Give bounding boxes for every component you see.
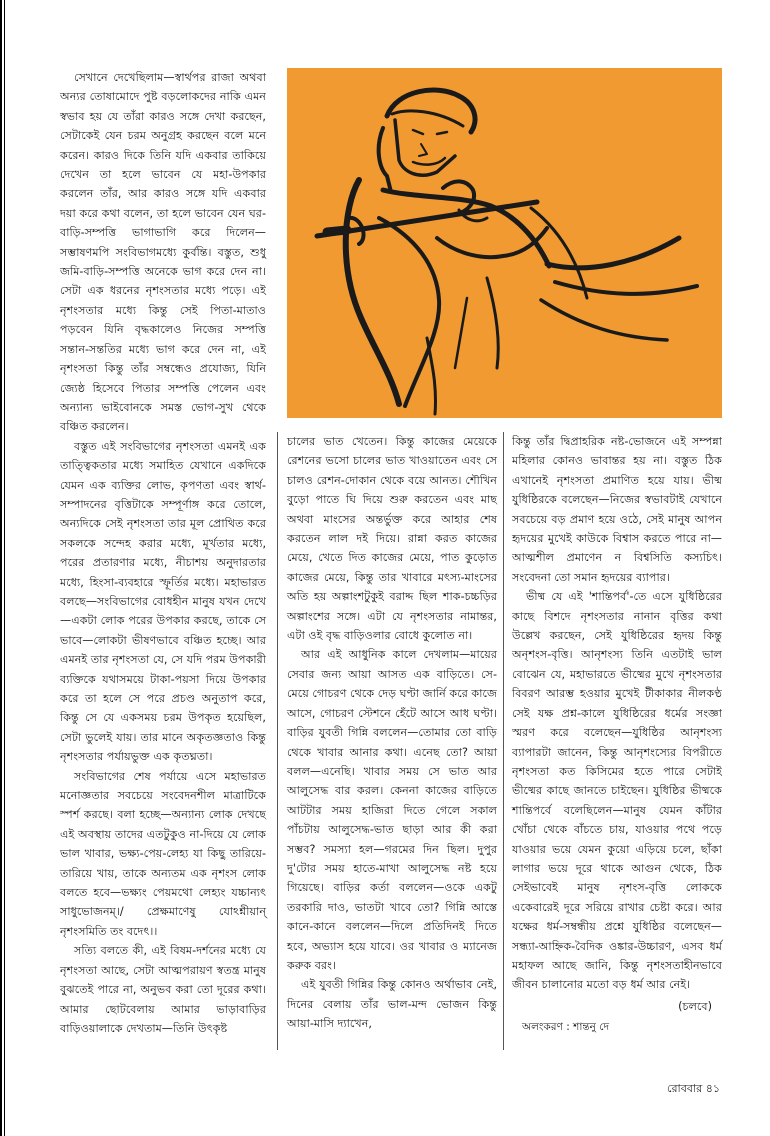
warrior-illustration bbox=[287, 68, 722, 418]
paragraph: সেখানে দেখেছিলাম—স্বার্থপর রাজা অথবা অন্যর তোষামোদে পুষ্ট বড়লোকদের নাকি এমন স্বভাব হয় যে তাঁরা কারও সঙ্গে দেখা করছেন, সেটাকেই যেন চরম অনুগ্রহ করছেন বলে মনে করেন। কারও দিকে তিনি যদি একবার তাকিয়ে দেখেন তা হলে ভাবেন যে মহা-উপকার করলেন তাঁর, আর কারও সঙ্গে যদি একবার দয়া করে কথা বলেন, তা হলে ভাবেন যেন ঘর-বাড়ি-সম্পত্তি ভাগাভাগি করে দিলেন—সম্ভাষণমপি সংবিভাগমধ্যে কুর্বন্তি। বস্তুত, শুধু জমি-বাড়ি-সম্পত্তি অনেকে ভাগ করে দেন না। সেটা এক ধরনের নৃশংসতার মধ্যে পড়ে। এই নৃশংসতার মধ্যে কিন্তু সেই পিতা-মাতাও পড়বেন যিনি বৃদ্ধকালেও নিজের সম্পত্তি সন্তান-সন্ততির মধ্যে ভাগ করে দেন না, এই নৃশংসতা কিন্তু তাঁর সম্বন্ধেও প্রযোজ্য, যিনি জ্যেষ্ঠ হিসেবে পিতার সম্পত্তি পেলেন এবং অন্যান্য ভাইবোনকে সমস্ত ভোগ-সুখ থেকে বঞ্চিত করলেন। bbox=[60, 71, 266, 434]
continued-label: (চলবে) bbox=[678, 999, 712, 1013]
page-footer: রোববার ৪১ bbox=[667, 1082, 720, 1095]
binding-edge-thin bbox=[4, 0, 5, 1136]
warrior-with-sword-icon bbox=[287, 68, 722, 418]
paragraph: বস্তুত এই সংবিভাগের নৃশংসতা এমনই এক তাত্ত্বিকতার মধ্যে সমাহিত যেখানে একদিকে যেমন এক ব্যক্তির লোভ, কৃপণতা এবং স্বার্থ-সম্পাদনের বৃত্তিটাকে সম্পূর্ণাঙ্গ করে তোলে, অন্যদিকে সেই নৃশংসতা তার মূল প্রোথিত করে সকলকে সন্দেহ করার মধ্যে, মূর্খতার মধ্যে, পরের প্রতারণার মধ্যে, নীচাশয় অনুদারতার মধ্যে, হিংসা-ব্যবহারে স্ফূর্তির মধ্যে। মহাভারত বলছে—সংবিভাগের বোধহীন মানুষ যখন দেখে—একটা লোক পরের উপকার করছে, তাকে সে ভাবে—লোকটা ভীষণভাবে বঞ্চিত হচ্ছে। আর এমনই তার নৃশংসতা যে, সে যদি পরম উপকারী ব্যক্তিকে যথাসময়ে টাকা-পয়সা দিয়ে উপকার করে তা হলে সে পরে প্রচণ্ড অনুতাপ করে, কিন্তু সে যে একসময় চরম উপকৃত হয়েছিল, সেটা ভুলেই যায়। তার মানে অকৃতজ্ঞতাও কিন্তু নৃশংসতার পর্যায়ভুক্ত এক কৃতঘ্নতা। bbox=[60, 439, 266, 764]
binding-edge bbox=[0, 0, 2, 1136]
column-divider bbox=[277, 432, 278, 1050]
paragraph: সত্যি বলতে কী, এই বিষম-দর্শনের মধ্যে যে নৃশংসতা আছে, সেটা আত্মপরায়ণ স্বতন্ত্র মানুষ বুঝতেই পারে না, অনুভব করা তো দূরের কথা। আমার ছোটবেলায় আমার ভাড়াবাড়ির বাড়িওয়ালাকে দেখতাম—তিনি উৎকৃষ্ট bbox=[60, 944, 266, 1035]
text-column-1 bbox=[60, 68, 266, 1038]
paragraph: কিন্তু তাঁর দ্বিপ্রাহরিক নষ্ট-ভোজনে এই সম্পন্না মহিলার কোনও ভাবান্তর হয় না। বস্তুত ঠিক এখানেই নৃশংসতা প্রমাণিত হয়ে যায়। ভীষ্ম যুধিষ্ঠিরকে বলেছেন—নিজের স্বভাবটাই যেখানে সবচেয়ে বড় প্রমাণ হয়ে ওঠে, সেই মানুষ আপন হৃদয়ের মুখেই কাউকে বিশ্বাস করতে পারে না—আত্মশীল প্রমাণেন ন বিশ্বসিতি কস্যচিৎ। সংবেদনা তো সমান হৃদয়ের ব্যাপার। bbox=[512, 435, 722, 584]
paragraph: এই যুবতী গিন্নির কিন্তু কোনও অর্থাভাব নেই, দিনের বেলায় তাঁর ভাল-মন্দ ভোজন কিন্তু আয়া-মাসি দ্যাখেন, bbox=[287, 978, 497, 1031]
paragraph: সংবিভাগের শেষ পর্যায়ে এসে মহাভারত মনোজ্ঞতার সবচেয়ে সংবেদনশীল মাত্রাটিকে স্পর্শ করছে। বলা হচ্ছে—অন্যান্য লোক দেখছে এই অবস্থায় তাদের এতটুকুও না-দিয়ে যে লোক ভাল খাবার, ভক্ষ্য-পেয়-লেহ্য যা কিছু তারিয়ে-তারিয়ে খায়, তাকে অন্যতম এক নৃশংস লোক বলতে হবে—ভক্ষ্যং পেয়মথো লেহ্যং যচ্চান্যৎ সাধুভোজনম্‌।/ প্রেক্ষমাণেষু যোঽশ্নীয়ান্ নৃশংসমিতি তং বদেৎ।। bbox=[60, 769, 266, 938]
text-column-2 bbox=[287, 432, 497, 1034]
paragraph: ভীষ্ম যে এই 'শান্তিপর্ব'-তে এসে যুধিষ্ঠিরের কাছে বিশদে নৃশংসতার নানান বৃত্তির কথা উল্লেখ করছেন, সেই যুধিষ্ঠিরের হৃদয় কিন্তু অনৃশংস-বৃত্তি। আনৃশংস্য তিনি এতটাই ভাল বোঝেন যে, মহাভারতে ভীষ্মের মুখে নৃশংসতার বিবরণ আরম্ভ হওয়ার মুখেই টীকাকার নীলকণ্ঠ সেই যক্ষ প্রশ্ন-কালে যুধিষ্ঠিরের ধর্মের সংজ্ঞা স্মরণ করে বলেছেন—যুধিষ্ঠির আনৃশংস্য ব্যাপারটা জানেন, কিন্তু আনৃশংস্যের বিপরীতে নৃশংসতা কত কিসিমের হতে পারে সেটাই ভীষ্মের কাছে জানতে চাইছেন। যুধিষ্ঠির ভীষ্মকে শান্তিপর্বে বলেছিলেন—মানুষ যেমন কাঁটার খোঁচা থেকে বাঁচতে চায়, যাওয়ার পথে পড়ে যাওয়ার ভয়ে যেমন কুয়ো এড়িয়ে চলে, ছাঁকা লাগার ভয়ে দূরে থাকে আগুন থেকে, ঠিক সেইভাবেই মানুষ নৃশংস-বৃত্তি লোককে একেবারেই দূরে সরিয়ে রাখার চেষ্টা করে। আর যক্ষের ধর্ম-সম্বন্ধীয় প্রশ্নে যুধিষ্ঠির বলেছেন—সন্ধ্যা-আহ্নিক-বৈদিক ওঙ্কার-উচ্চারণ, এসব ধর্ম মহাফল আছে জানি, কিন্তু নৃশংসতাহীনভাবে জীবন চালানোর মতো বড় ধর্ম আর নেই। bbox=[512, 590, 722, 992]
column-divider bbox=[503, 432, 504, 1050]
paragraph: আর এই আধুনিক কালে দেখলাম—মায়ের সেবার জন্য আয়া আসত এক বাড়িতে। সে-মেয়ে গোচরণ থেকে দেড় ঘণ্টা জার্নি করে কাজে আসে, গোচরণ স্টেশনে হেঁটে আসে আধ ঘণ্টা। বাড়ির যুবতী গিন্নি বললেন—তোমার তো বাড়ি থেকে খাবার আনার কথা। এনেছ তো? আয়া বলল—এনেছি। খাবার সময় সে ভাত আর আলুসেদ্ধ বার করল। কেননা কাজের বাড়িতে আটটার সময় হাজিরা দিতে গেলে সকাল পাঁচটায় আলুসেদ্ধ-ভাত ছাড়া আর কী করা সম্ভব? সমস্যা হল—গরমের দিন ছিল। দুপুর দু'টোর সময় হাতে-মাখা আলুসেদ্ধ নষ্ট হয়ে গিয়েছে। বাড়ির কর্তা বললেন—ওকে একটু তরকারি দাও, ভাতটা খাবে তো? গিন্নি আস্তে কানে-কানে বললেন—দিলে প্রতিদিনই দিতে হবে, অভ্যাস হয়ে যাবে। ওর খাবার ও ম্যানেজ করুক বরং। bbox=[287, 648, 497, 972]
paragraph: চালের ভাত খেতেন। কিন্তু কাজের মেয়েকে রেশনের ভসো চালের ভাত খাওয়াতেন এবং সে চালও রেশন-দোকান থেকে বয়ে আনত। শৌখিন বুড়ো পাতে ঘি দিয়ে শুরু করতেন এবং মাছ অথবা মাংসের অন্তর্ভুক্ত করে আহার শেষ করতেন লাল দই দিয়ে। রান্না করত কাজের মেয়ে, খেতে দিত কাজের মেয়ে, পাত কুড়োত কাজের মেয়ে, কিন্তু তার খাবারে মৎস্য-মাংসের অতি হয় অল্পাংশটুকুই বরাদ্দ ছিল শাক-চচ্চড়ির অল্পাংশের সঙ্গে। এটা যে নৃশংসতার নামান্তর, এটা ওই বৃদ্ধ বাড়িওলার বোধে কুলোত না। bbox=[287, 435, 497, 643]
text-column-3 bbox=[512, 432, 722, 1038]
illustration-credit: অলংকরণ : শান্তনু দে bbox=[522, 1021, 609, 1034]
